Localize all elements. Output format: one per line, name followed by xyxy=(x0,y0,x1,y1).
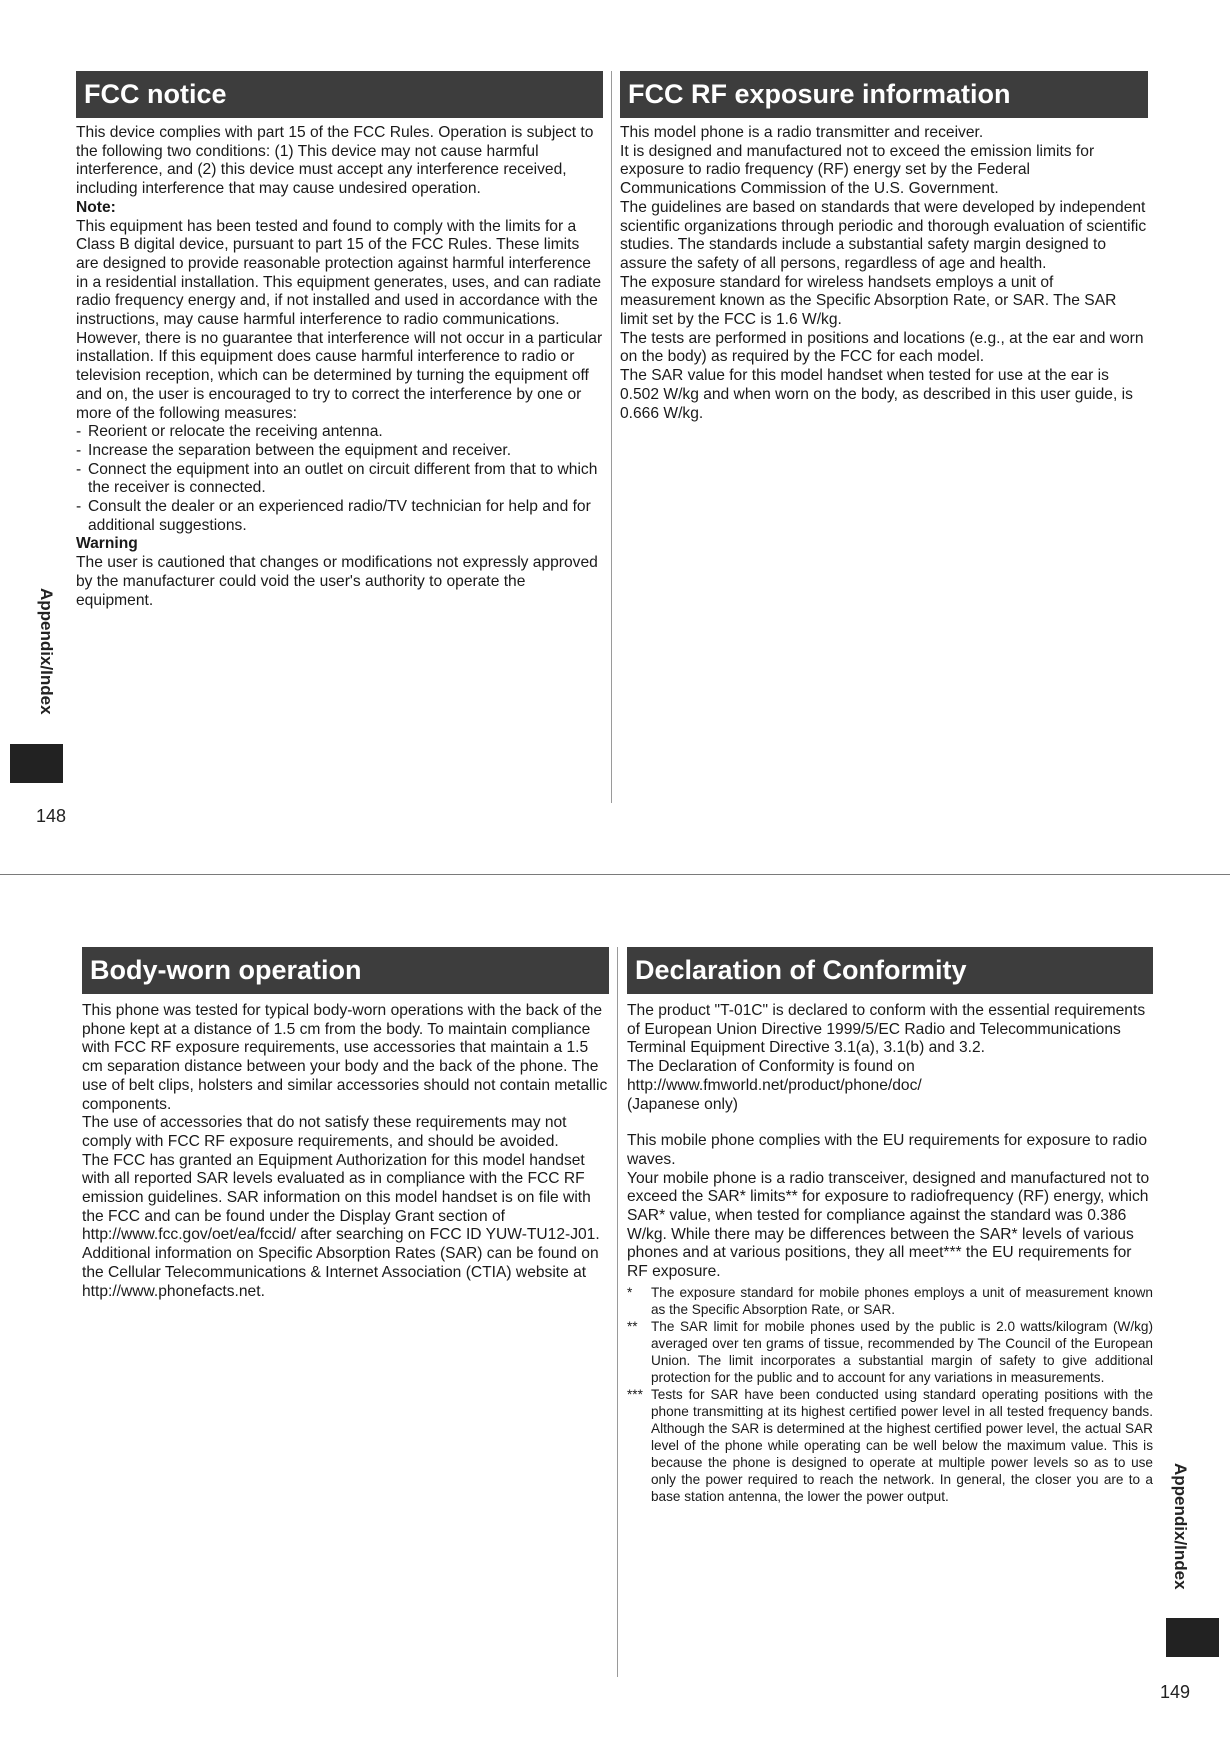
fcc-notice-intro: This device complies with part 15 of the FCC Rules. Operation is subject to the following two conditions: (1) This device may not cause harmful interference, and (2) this device must accept any interference received, including interference that may cause undesired operation. xyxy=(76,124,594,198)
footnote-text: The SAR limit for mobile phones used by the public is 2.0 watts/kilogram (W/kg) averaged over ten grams of tissue, recommended by The Council of the European Union. The limit incorporates a substantial margin of safety to give additional protection for the public and to account for any variations in measurements. xyxy=(651,1318,1153,1385)
body-worn-paragraph: The use of accessories that do not satisfy these requirements may not comply with FCC RF exposure requirements, and should be avoided. xyxy=(82,1114,567,1150)
list-item: - Reorient or relocate the receiving antenna. xyxy=(76,423,603,442)
side-tab-block xyxy=(1166,1618,1219,1657)
side-tab-label: Appendix/Index xyxy=(1171,1463,1190,1590)
declaration-paragraph: The Declaration of Conformity is found on xyxy=(627,1058,915,1076)
declaration-url: http://www.fmworld.net/product/phone/doc/ xyxy=(627,1076,922,1094)
rf-paragraph: The exposure standard for wireless handsets employs a unit of measurement known as the Specific Absorption Rate, or SAR. The SAR limit set by the FCC is 1.6 W/kg. xyxy=(620,273,1117,329)
footnote-mark: *** xyxy=(627,1386,643,1402)
body-worn-paragraph: Additional information on Specific Absorption Rates (SAR) can be found on the Cellular Telecommunications & Internet Association (CTIA) website at xyxy=(82,1245,599,1281)
side-tab-block xyxy=(10,744,63,783)
list-item: - Connect the equipment into an outlet on circuit different from that to which the receiver is connected. xyxy=(76,461,603,498)
rf-paragraph: The SAR value for this model handset when tested for use at the ear is 0.502 W/kg and when worn on the body, as described in this user guide, is 0.666 W/kg. xyxy=(620,367,1133,422)
page-number: 148 xyxy=(36,806,67,826)
page-number: 149 xyxy=(1160,1682,1191,1702)
page-divider xyxy=(0,874,1230,875)
fcc-notice-title: FCC notice xyxy=(76,71,603,118)
body-worn-paragraph: The FCC has granted an Equipment Authorization for this model handset with all reported SAR levels evaluated as in compliance with the FCC RF emission guidelines. SAR information on this model handset is on file with the FCC and can be found under the Display Grant section of http://www.fcc.gov/oet/ea/fccid/ after searching on FCC ID YUW-TU12-J01. xyxy=(82,1151,600,1244)
footnote-text: The exposure standard for mobile phones employs a unit of measurement known as the Specific Absorption Rate, or SAR. xyxy=(651,1284,1153,1317)
footnote xyxy=(627,1284,1153,1318)
declaration-paragraph: (Japanese only) xyxy=(627,1095,738,1113)
measures-list xyxy=(76,423,603,535)
note-text: This equipment has been tested and found to comply with the limits for a Class B digital device, pursuant to part 15 of the FCC Rules. These limits are designed to provide reasonable protection against harmful interference in a residential installation. This equipment generates, uses, and can radiate radio frequency energy and, if not installed and used in accordance with the instructions, may cause harmful interference to radio communications. However, there is no guarantee that interference will not occur in a particular installation. If this equipment does cause harmful interference to radio or television reception, which can be determined by turning the equipment off and on, the user is encouraged to try to correct the interference by one or more of the following measures: xyxy=(76,217,603,422)
body-worn-title: Body-worn operation xyxy=(82,947,609,994)
rf-paragraph: This model phone is a radio transmitter and receiver. xyxy=(620,124,984,141)
warning-label: Warning xyxy=(76,535,138,553)
page-149 xyxy=(0,876,1230,1751)
footnote xyxy=(627,1318,1153,1386)
fcc-rf-section xyxy=(620,71,1148,423)
fcc-rf-title: FCC RF exposure information xyxy=(620,71,1148,118)
list-item: - Increase the separation between the equipment and receiver. xyxy=(76,442,603,461)
declaration-title: Declaration of Conformity xyxy=(627,947,1153,994)
footnotes xyxy=(627,1284,1153,1505)
footnote xyxy=(627,1386,1153,1505)
body-worn-section xyxy=(82,947,609,1301)
eu-paragraph: This mobile phone complies with the EU requirements for exposure to radio waves. xyxy=(627,1132,1148,1168)
declaration-paragraph: The product "T-01C" is declared to conform with the essential requirements of European Union Directive 1999/5/EC Radio and Telecommunications Terminal Equipment Directive 3.1(a), 3.1(b) and 3.2. xyxy=(627,1002,1146,1057)
footnote-mark: ** xyxy=(627,1318,638,1334)
column-divider xyxy=(617,947,618,1677)
list-item: - Consult the dealer or an experienced radio/TV technician for help and for additional suggestions. xyxy=(76,498,603,535)
declaration-section xyxy=(627,947,1153,1505)
column-divider xyxy=(611,71,612,803)
rf-paragraph: It is designed and manufactured not to exceed the emission limits for exposure to radio frequency (RF) energy set by the Federal Communications Commission of the U.S. Government. xyxy=(620,142,1095,198)
fcc-notice-section xyxy=(76,71,603,610)
warning-text: The user is cautioned that changes or modifications not expressly approved by the manufacturer could void the user's authority to operate the equipment. xyxy=(76,554,598,609)
rf-paragraph: The tests are performed in positions and locations (e.g., at the ear and worn on the body) as required by the FCC for each model. xyxy=(620,329,1144,366)
body-worn-paragraph: This phone was tested for typical body-worn operations with the back of the phone kept at a distance of 1.5 cm from the body. To maintain compliance with FCC RF exposure requirements, use accessories that maintain a 1.5 cm separation distance between your body and the back of the phone. The use of belt clips, holsters and similar accessories should not contain metallic components. xyxy=(82,1002,608,1113)
footnote-text: Tests for SAR have been conducted using standard operating positions with the phone transmitting at its highest certified power level in all tested frequency bands. Although the SAR is determined at the highest certified power level, the actual SAR level of the phone while operating can be well below the maximum value. This is because the phone is designed to operate at multiple power levels so as to use only the power required to reach the network. In general, the closer you are to a base station antenna, the lower the power output. xyxy=(651,1386,1153,1504)
eu-paragraph: Your mobile phone is a radio transceiver, designed and manufactured not to exceed the SAR* limits** for exposure to radiofrequency (RF) energy, which SAR* value, when tested for compliance against the standard was 0.386 W/kg. While there may be differences between the SAR* levels of various phones and at various positions, they all meet*** the EU requirements for RF exposure. xyxy=(627,1169,1150,1281)
side-tab-label: Appendix/Index xyxy=(37,588,56,715)
body-worn-paragraph: http://www.phonefacts.net. xyxy=(82,1282,265,1300)
footnote-mark: * xyxy=(627,1284,633,1300)
rf-paragraph: The guidelines are based on standards that were developed by independent scientific organizations through periodic and thorough evaluation of scientific studies. The standards include a substantial safety margin designed to assure the safety of all persons, regardless of age and health. xyxy=(620,198,1147,272)
note-label: Note: xyxy=(76,198,116,216)
